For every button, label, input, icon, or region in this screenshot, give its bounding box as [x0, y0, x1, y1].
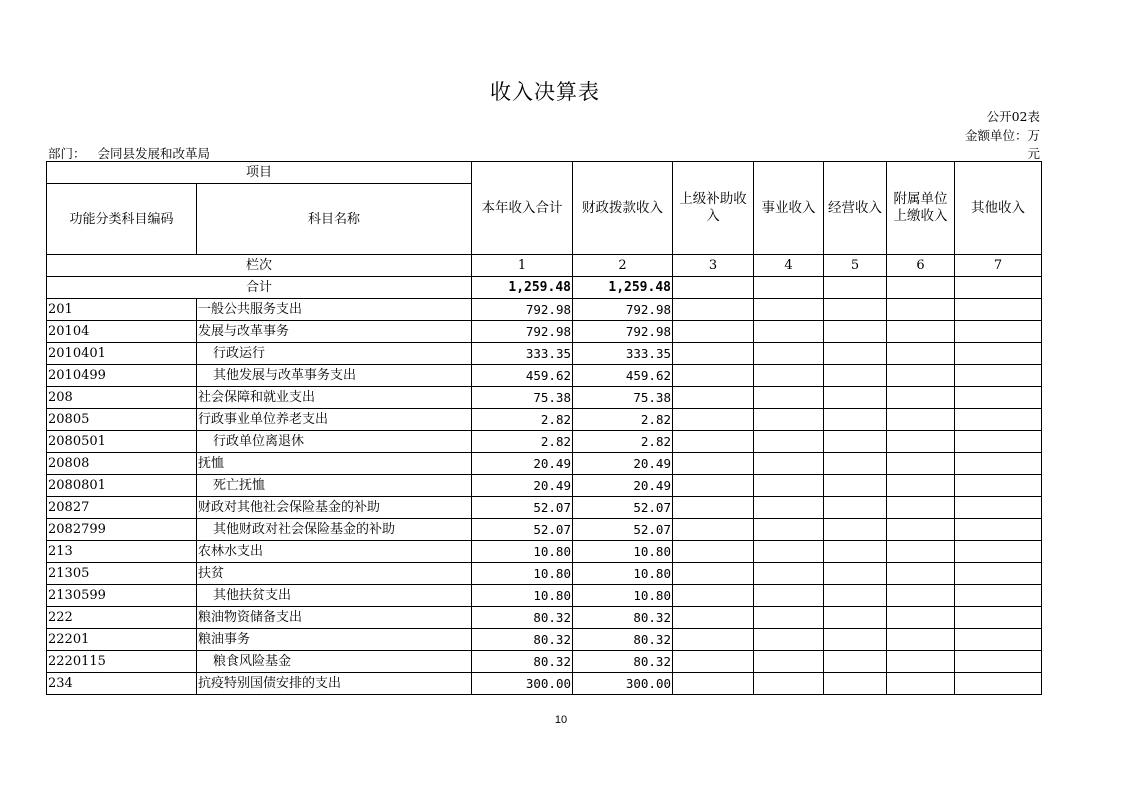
row-empty [824, 387, 887, 409]
row-empty [955, 519, 1042, 541]
row-empty [955, 453, 1042, 475]
row-total: 459.62 [472, 365, 573, 387]
row-empty [887, 541, 955, 563]
row-name: 发展与改革事务 [197, 321, 472, 343]
row-empty [955, 673, 1042, 695]
row-name: 农林水支出 [197, 541, 472, 563]
row-empty [754, 387, 824, 409]
row-empty [824, 497, 887, 519]
row-total: 80.32 [472, 629, 573, 651]
table-row [47, 673, 1042, 695]
row-empty [824, 299, 887, 321]
row-name: 其他财政对社会保险基金的补助 [197, 519, 472, 541]
row-empty [887, 585, 955, 607]
row-empty [955, 343, 1042, 365]
row-name: 行政运行 [197, 343, 472, 365]
table-row [47, 585, 1042, 607]
row-empty [673, 497, 754, 519]
header-col-2: 财政拨款收入 [573, 162, 673, 255]
table-row [47, 497, 1042, 519]
row-fiscal: 20.49 [573, 453, 673, 475]
row-empty [754, 629, 824, 651]
row-name: 社会保障和就业支出 [197, 387, 472, 409]
header-col-6: 附属单位上缴收入 [887, 162, 955, 255]
total-value [754, 277, 824, 299]
page-number: 10 [554, 714, 568, 726]
row-empty [754, 541, 824, 563]
row-empty [754, 651, 824, 673]
table-row [47, 299, 1042, 321]
page-title: 收入决算表 [490, 80, 600, 104]
row-empty [955, 409, 1042, 431]
row-total: 20.49 [472, 475, 573, 497]
row-fiscal: 10.80 [573, 563, 673, 585]
row-empty [824, 365, 887, 387]
row-fiscal: 10.80 [573, 541, 673, 563]
row-empty [824, 607, 887, 629]
header-col-4: 事业收入 [754, 162, 824, 255]
row-total: 80.32 [472, 607, 573, 629]
row-empty [754, 497, 824, 519]
row-empty [824, 343, 887, 365]
row-code: 2220115 [47, 651, 197, 673]
row-name: 行政事业单位养老支出 [197, 409, 472, 431]
row-name: 抗疫特别国债安排的支出 [197, 673, 472, 695]
total-value: 1,259.48 [472, 277, 573, 299]
row-empty [955, 585, 1042, 607]
row-empty [887, 519, 955, 541]
table-row [47, 651, 1042, 673]
row-empty [955, 299, 1042, 321]
row-empty [754, 607, 824, 629]
header-row-1 [47, 162, 1042, 184]
total-value: 1,259.48 [573, 277, 673, 299]
row-empty [824, 321, 887, 343]
header-code: 功能分类科目编码 [47, 184, 197, 255]
row-empty [887, 475, 955, 497]
row-empty [955, 541, 1042, 563]
row-empty [673, 343, 754, 365]
row-empty [673, 585, 754, 607]
table-row [47, 519, 1042, 541]
col-number: 7 [955, 255, 1042, 277]
row-fiscal: 75.38 [573, 387, 673, 409]
row-total: 52.07 [472, 497, 573, 519]
row-total: 75.38 [472, 387, 573, 409]
row-empty [754, 343, 824, 365]
header-col-1: 本年收入合计 [472, 162, 573, 255]
row-empty [673, 321, 754, 343]
row-fiscal: 80.32 [573, 651, 673, 673]
total-value [673, 277, 754, 299]
table-row [47, 475, 1042, 497]
row-code: 22201 [47, 629, 197, 651]
col-number: 6 [887, 255, 955, 277]
row-label: 栏次 [47, 255, 472, 277]
row-name: 财政对其他社会保险基金的补助 [197, 497, 472, 519]
row-empty [955, 365, 1042, 387]
row-empty [955, 497, 1042, 519]
row-fiscal: 792.98 [573, 299, 673, 321]
row-empty [824, 519, 887, 541]
table-row [47, 409, 1042, 431]
row-name: 粮食风险基金 [197, 651, 472, 673]
total-label: 合计 [47, 277, 472, 299]
col-number: 5 [824, 255, 887, 277]
total-value [824, 277, 887, 299]
row-empty [754, 475, 824, 497]
row-empty [824, 563, 887, 585]
row-empty [673, 673, 754, 695]
row-name: 一般公共服务支出 [197, 299, 472, 321]
row-code: 2010401 [47, 343, 197, 365]
row-empty [673, 519, 754, 541]
header-item: 项目 [47, 162, 472, 184]
row-empty [955, 321, 1042, 343]
row-code: 2082799 [47, 519, 197, 541]
row-empty [754, 453, 824, 475]
row-empty [824, 431, 887, 453]
row-empty [754, 563, 824, 585]
row-empty [673, 453, 754, 475]
row-name: 行政单位离退休 [197, 431, 472, 453]
row-name: 抚恤 [197, 453, 472, 475]
row-empty [887, 321, 955, 343]
row-fiscal: 52.07 [573, 519, 673, 541]
row-name: 扶贫 [197, 563, 472, 585]
row-fiscal: 52.07 [573, 497, 673, 519]
row-empty [824, 409, 887, 431]
department-name: 会同县发展和改革局 [97, 146, 211, 161]
row-empty [955, 629, 1042, 651]
row-empty [955, 563, 1042, 585]
row-code: 213 [47, 541, 197, 563]
row-total: 792.98 [472, 299, 573, 321]
income-table [46, 161, 1042, 695]
row-code: 20805 [47, 409, 197, 431]
header-col-3: 上级补助收入 [673, 162, 754, 255]
row-total: 2.82 [472, 431, 573, 453]
row-empty [955, 431, 1042, 453]
row-empty [887, 387, 955, 409]
row-total: 333.35 [472, 343, 573, 365]
row-empty [754, 299, 824, 321]
row-total: 10.80 [472, 541, 573, 563]
row-code: 2080801 [47, 475, 197, 497]
row-code: 2130599 [47, 585, 197, 607]
row-total: 52.07 [472, 519, 573, 541]
unit-label: 金额单位：万 [964, 128, 1040, 143]
row-empty [887, 629, 955, 651]
row-empty [673, 387, 754, 409]
row-total: 300.00 [472, 673, 573, 695]
row-empty [673, 409, 754, 431]
row-code: 2080501 [47, 431, 197, 453]
row-empty [887, 497, 955, 519]
row-code: 201 [47, 299, 197, 321]
col-number: 4 [754, 255, 824, 277]
row-empty [824, 585, 887, 607]
row-name: 其他扶贫支出 [197, 585, 472, 607]
row-fiscal: 80.32 [573, 629, 673, 651]
row-fiscal: 2.82 [573, 431, 673, 453]
row-code: 20827 [47, 497, 197, 519]
table-row [47, 629, 1042, 651]
row-fiscal: 792.98 [573, 321, 673, 343]
row-code: 21305 [47, 563, 197, 585]
table-row [47, 321, 1042, 343]
row-empty [955, 387, 1042, 409]
row-empty [673, 541, 754, 563]
row-empty [887, 343, 955, 365]
row-code: 20808 [47, 453, 197, 475]
table-row [47, 431, 1042, 453]
row-empty [824, 541, 887, 563]
table-row [47, 563, 1042, 585]
row-total: 10.80 [472, 563, 573, 585]
form-number: 公开02表 [986, 109, 1040, 124]
row-name: 粮油事务 [197, 629, 472, 651]
header-col-5: 经营收入 [824, 162, 887, 255]
row-fiscal: 10.80 [573, 585, 673, 607]
row-empty [673, 475, 754, 497]
row-empty [673, 431, 754, 453]
row-empty [754, 365, 824, 387]
col-number: 3 [673, 255, 754, 277]
header-col-7: 其他收入 [955, 162, 1042, 255]
row-empty [824, 651, 887, 673]
department-label: 部门： [48, 146, 86, 161]
row-code: 208 [47, 387, 197, 409]
row-empty [824, 629, 887, 651]
col-number: 1 [472, 255, 573, 277]
row-empty [887, 563, 955, 585]
row-empty [887, 651, 955, 673]
row-empty [887, 409, 955, 431]
row-fiscal: 80.32 [573, 607, 673, 629]
row-fiscal: 2.82 [573, 409, 673, 431]
table-row [47, 343, 1042, 365]
row-empty [673, 299, 754, 321]
row-empty [887, 431, 955, 453]
row-empty [673, 629, 754, 651]
row-empty [754, 321, 824, 343]
row-empty [673, 607, 754, 629]
header-name: 科目名称 [197, 184, 472, 255]
row-fiscal: 300.00 [573, 673, 673, 695]
column-number-row [47, 255, 1042, 277]
row-empty [955, 651, 1042, 673]
row-total: 20.49 [472, 453, 573, 475]
row-empty [824, 453, 887, 475]
unit-label-continued: 元 [1027, 146, 1040, 161]
row-empty [824, 673, 887, 695]
row-code: 20104 [47, 321, 197, 343]
row-empty [824, 475, 887, 497]
table-row [47, 365, 1042, 387]
row-empty [955, 475, 1042, 497]
row-code: 2010499 [47, 365, 197, 387]
row-code: 234 [47, 673, 197, 695]
total-value [955, 277, 1042, 299]
row-empty [754, 519, 824, 541]
row-name: 死亡抚恤 [197, 475, 472, 497]
row-empty [887, 453, 955, 475]
row-empty [887, 607, 955, 629]
row-total: 80.32 [472, 651, 573, 673]
row-empty [754, 431, 824, 453]
row-fiscal: 333.35 [573, 343, 673, 365]
table-row [47, 541, 1042, 563]
total-row [47, 277, 1042, 299]
col-number: 2 [573, 255, 673, 277]
row-fiscal: 459.62 [573, 365, 673, 387]
row-empty [887, 299, 955, 321]
row-empty [673, 651, 754, 673]
row-total: 792.98 [472, 321, 573, 343]
row-empty [754, 585, 824, 607]
row-fiscal: 20.49 [573, 475, 673, 497]
table-row [47, 453, 1042, 475]
department [48, 144, 210, 162]
row-code: 222 [47, 607, 197, 629]
total-value [887, 277, 955, 299]
row-empty [673, 563, 754, 585]
row-total: 10.80 [472, 585, 573, 607]
row-empty [887, 673, 955, 695]
row-empty [887, 365, 955, 387]
row-empty [754, 409, 824, 431]
row-total: 2.82 [472, 409, 573, 431]
row-empty [754, 673, 824, 695]
table-row [47, 607, 1042, 629]
row-name: 粮油物资储备支出 [197, 607, 472, 629]
row-name: 其他发展与改革事务支出 [197, 365, 472, 387]
row-empty [673, 365, 754, 387]
row-empty [955, 607, 1042, 629]
table-row [47, 387, 1042, 409]
